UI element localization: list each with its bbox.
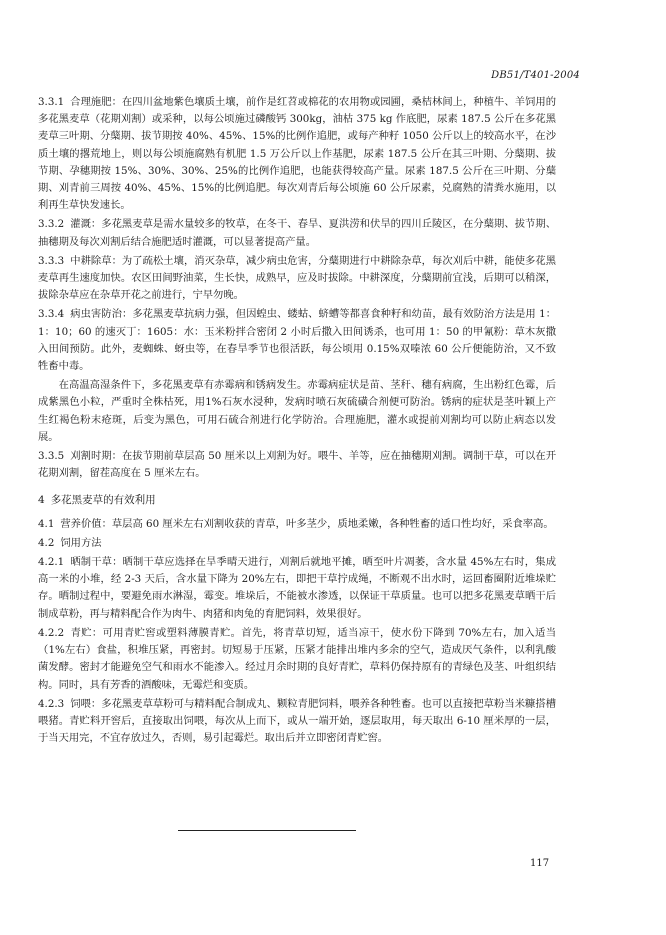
section-number: 3.3.2 xyxy=(38,218,65,231)
paragraph-text: 合理施肥：在四川盆地紫色壤质土壤，前作是红苕或棉花的农用物或园圃，桑桔林间上，种植牛、羊饲用的多花黑麦草（花期刈割）或采种，以每公顷施过磷酸钙 300kg，油枯 375 kg 作底肥，尿素 187.5 公斤在多花黑麦草三叶期、分蘖期、拔节期按 40%、45%、15%的比例作追肥，或每产种籽 1050 公斤以上的较高水平，在沙质土壤的撂荒地上，则以每公顷施腐熟有机肥 1.5 万公斤以上作基肥，尿素 187.5 公斤在其三叶期、分蘖期、拔节期、孕穗期按 15%、30%、30%、25%的比例作追肥，也能获得较高产量。尿素 187.5 公斤在三叶期、分蘖期、刈青前三周按 40%、45%、15%的比例追肥。每次刈青后每公顷施 60 公斤尿素，兑腐熟的清粪水施用，以利再生草快发速长。 xyxy=(38,96,556,212)
section-number: 4.2 xyxy=(38,536,55,549)
paragraph-text: 饲喂：多花黑麦草草粉可与精料配合制成丸、颗粒青肥饲料，喂养各种牲畜。也可以直接把草粉当米糠搭槽喂猪。青贮料开窖后，直接取出饲喂，每次从上而下，或从一端开始，逐层取用，每天取出 6-10 厘米厚的一层，于当天用完，不宜存放过久，否则，易引起霉烂。取出后并立即密闭青贮窖。 xyxy=(38,697,556,745)
paragraph-text: 中耕除草：为了疏松土壤，消灭杂草，减少病虫危害，分蘖期进行中耕除杂草，每次刈后中耕，能使多花黑麦草再生速度加快。农区田间野油菜，生长快，成熟早，应及时拔除。中耕深度，分蘖期前宜浅，后期可以稍深，拔除杂草应在杂草开花之前进行，宁早勿晚。 xyxy=(38,254,556,302)
section-number: 3.3.1 xyxy=(38,96,65,108)
paragraph-3-3-3 xyxy=(38,253,556,305)
paragraph-text: 刈割时期：在拔节期前草层高 50 厘米以上刈割为好。喂牛、羊等，应在抽穗期刈割。调制干草，可以在开花期刈割，留茬高度在 5 厘米左右。 xyxy=(38,450,556,480)
section-number: 4.2.1 xyxy=(38,556,65,569)
paragraph-3-3-1 xyxy=(38,94,556,214)
paragraph-text: 营养价值：草层高 60 厘米左右刈割收获的青草，叶多茎少，质地柔嫩，各种牲畜的适口性均好，采食率高。 xyxy=(60,517,554,530)
section-number: 4.2.2 xyxy=(38,626,65,639)
paragraph-3-3-2 xyxy=(38,216,556,250)
section-number: 3.3.4 xyxy=(38,308,65,321)
paragraph-text: 病虫害防治：多花黑麦草抗病力强，但因蝗虫、蝼蛄、蛴螬等都喜食种籽和幼苗，最有效防治方法是用 1：1：10；60 的速灭丁：1605：水：玉米粉拌合密闭 2 小时后撒入田间诱杀，也可用 1：50 的甲氰粉：草木灰撒入田间预防。此外，麦蜘蛛、蚜虫等，在春旱季节也很活跃，每公顷用 0.15%双嗪浓 60 公斤便能防治，又不致牲畜中毒。 xyxy=(38,308,556,373)
paragraph-3-3-4 xyxy=(38,306,556,375)
paragraph-text: 在高温高湿条件下，多花黑麦草有赤霉病和锈病发生。赤霉病症状是苗、茎秆、穗有病腐，生出粉红色霉，后成紫黑色小粒，严重时全株枯死，用1%石灰水浸种，发病时喷石灰硫磺合剂便可防治。锈病的症状是茎叶颖上产生红褐色粉末疮斑，后变为黑色，可用石硫合剂进行化学防治。合理施肥，灌水或提前刈割均可以防止病态以发展。 xyxy=(38,379,556,443)
paragraph-text: 青贮：可用青贮窖或塑料薄膜青贮。首先，将青草切短，适当凉干，使水份下降到 70%左右，加入适当（1%左右）食盐，积堆压紧，再密封。切短易于压紧，压紧才能排出堆内多余的空气，造成厌气条件，以利乳酸菌发酵。密封才能避免空气和雨水不能渗入。经过月余时期的良好青贮，草料仍保持原有的青绿色及茎、叶组织结构。同时，具有芳香的酒酸味，无霉烂和变质。 xyxy=(38,626,556,691)
footnote-rule xyxy=(178,830,356,831)
paragraph-text: 灌溉：多花黑麦草是需水量较多的牧草，在冬干、春旱、夏洪涝和伏旱的四川丘陵区，在分蘖期、拔节期、抽穗期及每次刈割后结合施肥适时灌溉，可以显著提高产量。 xyxy=(38,218,556,248)
section-title: 多花黑麦草的有效利用 xyxy=(50,494,156,507)
section-number: 3.3.3 xyxy=(38,254,65,267)
document-body xyxy=(38,94,556,749)
paragraph-disease xyxy=(38,377,556,446)
paragraph-4-2-1 xyxy=(38,554,556,623)
section-number: 4.2.3 xyxy=(38,697,65,710)
paragraph-text: 饲用方法 xyxy=(60,536,102,549)
paragraph-4-2 xyxy=(38,535,556,552)
paragraph-text: 晒制干草：晒制干草应选择在旱季晴天进行，刈割后就地平摊，晒至叶片凋萎，含水量 45%左右时，集成高一米的小堆，经 2-3 天后，含水量下降为 20%左右，即把干草拧成绳，不断观不出水时，运回畜圈附近堆垛贮存。晒制过程中，要避免雨水淋湿，霉变。堆垛后，不能被水渗透，以保证干草质量。也可以把多花黑麦草晒干后制成草粉，再与精料配合作为肉牛、肉猪和肉兔的育肥饲料，效果很好。 xyxy=(38,556,556,620)
paragraph-4-2-3 xyxy=(38,696,556,748)
section-heading-4 xyxy=(38,492,556,509)
paragraph-4-1 xyxy=(38,516,556,533)
paragraph-3-3-5 xyxy=(38,448,556,482)
section-number: 4.1 xyxy=(38,517,55,530)
page-number: 117 xyxy=(530,858,550,869)
document-code: DB51/T401-2004 xyxy=(491,70,580,81)
section-number: 4 xyxy=(38,494,45,507)
paragraph-4-2-2 xyxy=(38,625,556,694)
section-number: 3.3.5 xyxy=(38,450,65,463)
